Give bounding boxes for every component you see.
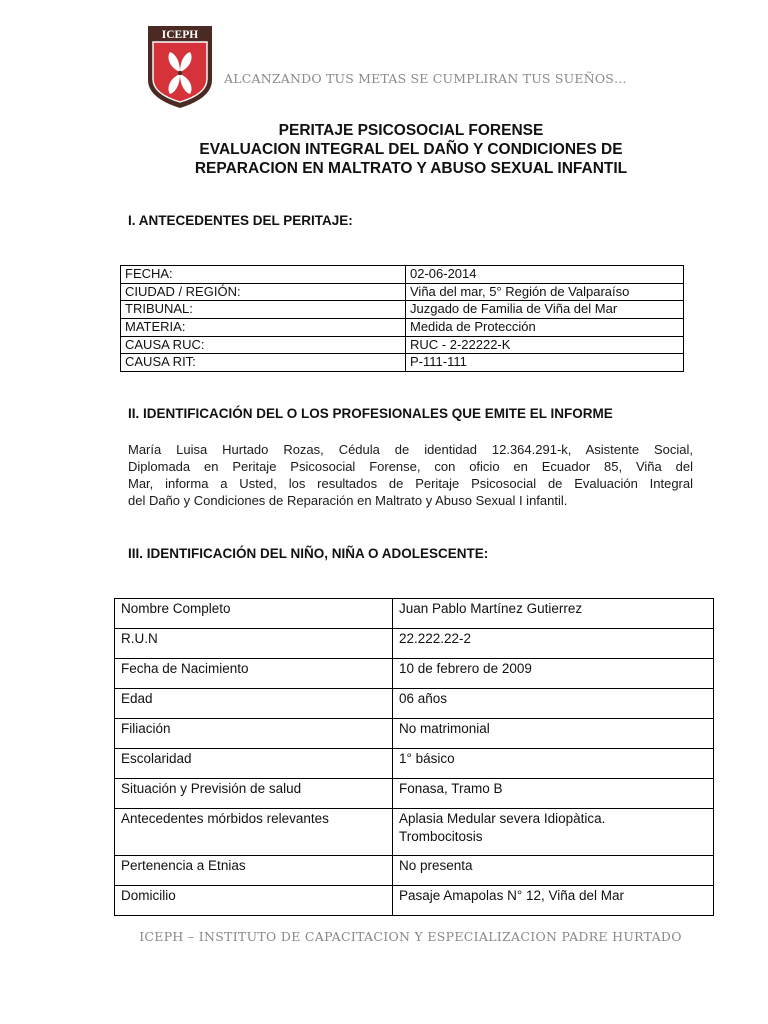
page-footer — [0, 929, 768, 944]
section-2-heading: II. IDENTIFICACIÓN DEL O LOS PROFESIONALES QUE EMITE EL INFORME — [128, 406, 613, 421]
row-value: Pasaje Amapolas N° 12, Viña del Mar — [393, 886, 714, 916]
row-value: Fonasa, Tramo B — [393, 779, 714, 809]
child-identification-table — [114, 598, 714, 916]
row-value: P-111-111 — [406, 354, 684, 372]
tagline: ALCANZANDO TUS METAS SE CUMPLIRAN TUS SUEÑOS… — [224, 71, 627, 86]
row-value-line: Trombocitosis — [399, 829, 483, 844]
row-label: Domicilio — [115, 886, 393, 916]
row-label: Antecedentes mórbidos relevantes — [115, 809, 393, 856]
row-value: No matrimonial — [393, 719, 714, 749]
table-row — [115, 599, 714, 629]
table-row — [121, 354, 684, 372]
section-3-heading: III. IDENTIFICACIÓN DEL NIÑO, NIÑA O ADOLESCENTE: — [128, 546, 489, 561]
table-row — [115, 659, 714, 689]
table-row — [121, 301, 684, 319]
table-row — [115, 886, 714, 916]
footer-text: ICEPH – INSTITUTO DE CAPACITACION Y ESPECIALIZACION PADRE HURTADO — [139, 929, 682, 944]
table-row — [121, 336, 684, 354]
row-label: Nombre Completo — [115, 599, 393, 629]
table-row — [115, 629, 714, 659]
table-row — [115, 809, 714, 856]
row-value-line: Aplasia Medular severa Idiopàtica. — [399, 811, 606, 826]
row-label: Edad — [115, 689, 393, 719]
row-label: Filiación — [115, 719, 393, 749]
table-row — [121, 283, 684, 301]
row-label: CAUSA RUC: — [121, 336, 406, 354]
table-row — [115, 719, 714, 749]
row-value: RUC - 2-22222-K — [406, 336, 684, 354]
row-label: Pertenencia a Etnias — [115, 856, 393, 886]
row-value: 10 de febrero de 2009 — [393, 659, 714, 689]
row-label: R.U.N — [115, 629, 393, 659]
row-value: 22.222.22-2 — [393, 629, 714, 659]
table-row — [115, 856, 714, 886]
row-label: TRIBUNAL: — [121, 301, 406, 319]
paragraph-line: Mar, informa a Usted, los resultados de Peritaje Psicosocial de Evaluación Integral — [128, 476, 693, 491]
table-row — [115, 749, 714, 779]
paragraph-line: del Daño y Condiciones de Reparación en Maltrato y Abuso Sexual I infantil. — [128, 493, 568, 508]
title-line-2: EVALUACION INTEGRAL DEL DAÑO Y CONDICIONES DE — [199, 141, 623, 158]
row-label: Escolaridad — [115, 749, 393, 779]
row-label: MATERIA: — [121, 319, 406, 337]
title-line-1: PERITAJE PSICOSOCIAL FORENSE — [278, 122, 544, 139]
row-label: CIUDAD / REGIÓN: — [121, 283, 406, 301]
antecedentes-table — [120, 265, 684, 372]
row-value: 06 años — [393, 689, 714, 719]
title-line-3: REPARACION EN MALTRATO Y ABUSO SEXUAL INFANTIL — [194, 160, 628, 177]
row-value: Viña del mar, 5° Región de Valparaíso — [406, 283, 684, 301]
paragraph-line: Diplomada en Peritaje Psicosocial Forense, con oficio en Ecuador 85, Viña del — [128, 459, 693, 474]
row-value: No presenta — [393, 856, 714, 886]
document-title — [0, 121, 768, 178]
table-row — [121, 266, 684, 284]
row-value: Juan Pablo Martínez Gutierrez — [393, 599, 714, 629]
table-row — [115, 689, 714, 719]
table-row — [115, 779, 714, 809]
row-label: Fecha de Nacimiento — [115, 659, 393, 689]
iceph-logo — [146, 24, 214, 110]
row-value: Juzgado de Familia de Viña del Mar — [406, 301, 684, 319]
row-value: Medida de Protección — [406, 319, 684, 337]
section-1-heading: I. ANTECEDENTES DEL PERITAJE: — [128, 213, 353, 228]
row-value: 1° básico — [393, 749, 714, 779]
row-value — [393, 809, 714, 856]
professional-paragraph — [128, 441, 693, 509]
row-value: 02-06-2014 — [406, 266, 684, 284]
paragraph-line: María Luisa Hurtado Rozas, Cédula de identidad 12.364.291-k, Asistente Social, — [128, 442, 693, 457]
row-label: FECHA: — [121, 266, 406, 284]
row-label: CAUSA RIT: — [121, 354, 406, 372]
row-label: Situación y Previsión de salud — [115, 779, 393, 809]
table-row — [121, 319, 684, 337]
logo-text: ICEPH — [161, 29, 199, 41]
